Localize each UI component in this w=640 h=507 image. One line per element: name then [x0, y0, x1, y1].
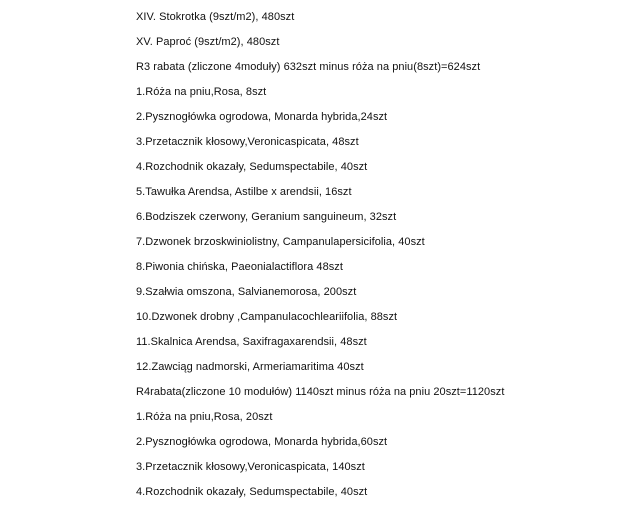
- list-item: 9.Szałwia omszona, Salvianemorosa, 200szt: [136, 286, 357, 298]
- list-item: 10.Dzwonek drobny ,Campanulacochleariifolia, 88szt: [136, 311, 398, 323]
- list-item: 8.Piwonia chińska, Paeonialactiflora 48szt: [136, 261, 343, 273]
- plant-list: [136, 7, 504, 507]
- list-item: 4.Rozchodnik okazały, Sedumspectabile, 40szt: [136, 486, 368, 498]
- list-item: 1.Róża na pniu,Rosa, 20szt: [136, 411, 273, 423]
- list-item: 3.Przetacznik kłosowy,Veronicaspicata, 48szt: [136, 136, 359, 148]
- list-item: 11.Skalnica Arendsa, Saxifragaxarendsii, 48szt: [136, 336, 367, 348]
- list-item: 4.Rozchodnik okazały, Sedumspectabile, 40szt: [136, 161, 368, 173]
- section-heading-r3: R3 rabata (zliczone 4moduły) 632szt minus róża na pniu(8szt)=624szt: [136, 61, 481, 73]
- list-item: 5.Tawułka Arendsa, Astilbe x arendsii, 16szt: [136, 186, 352, 198]
- list-line-paproc: XV. Paproć (9szt/m2), 480szt: [136, 36, 280, 48]
- section-heading-r4: R4rabata(zliczone 10 modułów) 1140szt minus róża na pniu 20szt=1120szt: [136, 386, 505, 398]
- list-item: 3.Przetacznik kłosowy,Veronicaspicata, 140szt: [136, 461, 365, 473]
- list-item: 6.Bodziszek czerwony, Geranium sanguineum, 32szt: [136, 211, 397, 223]
- list-line-stokrotka: XIV. Stokrotka (9szt/m2), 480szt: [136, 11, 295, 23]
- list-item: 7.Dzwonek brzoskwiniolistny, Campanulapersicifolia, 40szt: [136, 236, 425, 248]
- list-item: 1.Róża na pniu,Rosa, 8szt: [136, 86, 267, 98]
- list-item: 2.Pysznogłówka ogrodowa, Monarda hybrida,24szt: [136, 111, 388, 123]
- list-item: 12.Zawciąg nadmorski, Armeriamaritima 40szt: [136, 361, 364, 373]
- list-item: 2.Pysznogłówka ogrodowa, Monarda hybrida,60szt: [136, 436, 388, 448]
